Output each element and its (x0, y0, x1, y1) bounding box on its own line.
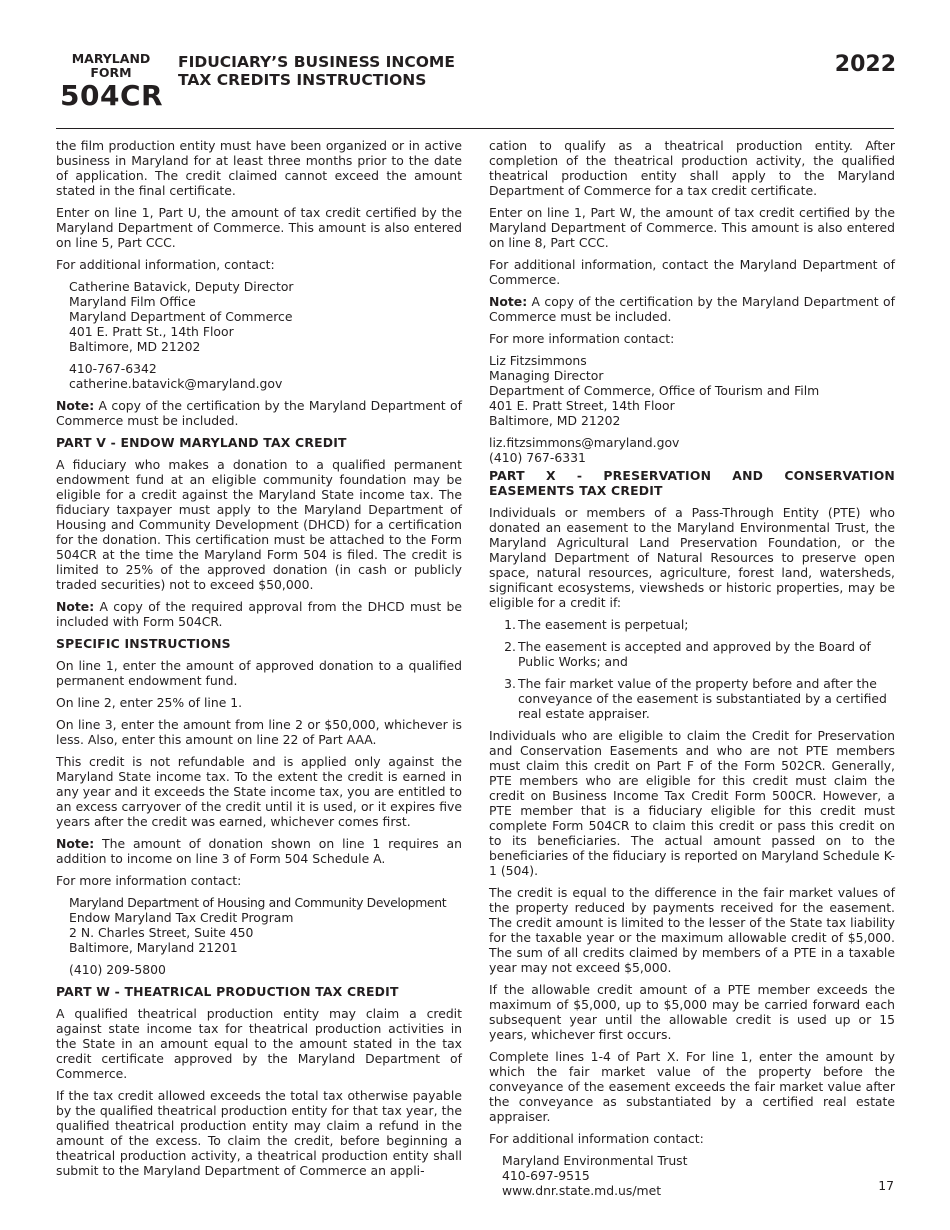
note-text: The amount of donation shown on line 1 requires an addition to income on line 3 of Form 504 Schedule A. (56, 836, 462, 866)
address-line: Maryland Environmental Trust (502, 1153, 688, 1168)
contact-phone-email (69, 361, 462, 391)
left-column (56, 138, 462, 1185)
paragraph: On line 3, enter the amount from line 2 or $50,000, whichever is less. Also, enter this amount on line 22 of Part AAA. (56, 717, 462, 747)
address-line: Baltimore, Maryland 21201 (69, 940, 238, 955)
paragraph: For additional information contact: (489, 1131, 704, 1146)
address-line: Maryland Department of Housing and Community Development (69, 895, 447, 910)
paragraph: If the allowable credit amount of a PTE member exceeds the maximum of $5,000, up to $5,000 may be carried forward each subsequent year until the allowable credit is used up or 15 years, whichever first occurs. (489, 982, 895, 1042)
note (489, 294, 895, 324)
note-label: Note: (56, 836, 95, 851)
paragraph: Individuals or members of a Pass-Through Entity (PTE) who donated an easement to the Maryland Environmental Trust, the Maryland Agricultural Land Preservation Foundation, or the Maryland Department of Natural Resources to preserve open space, natural resources, agriculture, forest land, watersheds, significant ecosystems, viewsheds or historic properties, may be eligible for a credit if: (489, 505, 895, 610)
note (56, 599, 462, 629)
right-column (489, 138, 895, 1205)
page-title (178, 53, 455, 89)
address-line: Baltimore, MD 21202 (489, 413, 621, 428)
form-state: MARYLAND (71, 51, 151, 66)
section-heading-specific-instructions: SPECIFIC INSTRUCTIONS (56, 636, 231, 651)
address-line: Department of Commerce, Office of Tourism and Film (489, 383, 820, 398)
list-number: 1. (504, 617, 516, 632)
note-text: A copy of the certification by the Maryland Department of Commerce must be included. (56, 398, 462, 428)
paragraph: cation to qualify as a theatrical production entity. After completion of the theatrical production activity, the qualified theatrical production entity shall apply to the Maryland Department of Commerce for a tax credit certificate. (489, 138, 895, 198)
paragraph: the film production entity must have been organized or in active business in Maryland for at least three months prior to the date of application. The credit claimed cannot exceed the amount stated in the final certificate. (56, 138, 462, 198)
note-label: Note: (56, 599, 95, 614)
list-number: 2. (504, 639, 516, 654)
paragraph: For more information contact: (489, 331, 675, 346)
note (56, 836, 462, 866)
list-number: 3. (504, 676, 516, 691)
page-header (56, 50, 896, 130)
address-line: Endow Maryland Tax Credit Program (69, 910, 294, 925)
address-line: Baltimore, MD 21202 (69, 339, 201, 354)
note-label: Note: (489, 294, 528, 309)
address-line: 401 E. Pratt Street, 14th Floor (489, 398, 675, 413)
contact-block-environmental-trust (502, 1153, 895, 1198)
list-item (489, 676, 895, 721)
contact-block-tourism (489, 353, 895, 428)
header-divider (56, 128, 894, 129)
paragraph: Enter on line 1, Part U, the amount of tax credit certified by the Maryland Department of Commerce. This amount is also entered on line 5, Part CCC. (56, 205, 462, 250)
address-line: Catherine Batavick, Deputy Director (69, 279, 294, 294)
paragraph: A fiduciary who makes a donation to a qualified permanent endowment fund at an eligible community foundation may be eligible for a credit against the Maryland State income tax. The fiduciary taxpayer must apply to the Maryland Department of Housing and Community Development (DHCD) for a certification for the donation. This certification must be attached to the Form 504CR at the time the Maryland Form 504 is filed. The credit is limited to 25% of the approved donation (in cash or publicly traded securities) not to exceed $50,000. (56, 457, 462, 592)
website-url: www.dnr.state.md.us/met (502, 1183, 662, 1198)
paragraph: For additional information, contact: (56, 257, 275, 272)
title-line-2: TAX CREDITS INSTRUCTIONS (178, 71, 427, 89)
paragraph: Complete lines 1-4 of Part X. For line 1, enter the amount by which the fair market value of the property before the conveyance of the easement exceeds the fair market value after the conveyance as substantiated by a certified real estate appraiser. (489, 1049, 895, 1124)
eligibility-list (489, 617, 895, 721)
paragraph: If the tax credit allowed exceeds the total tax otherwise payable by the qualified theatrical production entity for that tax year, the qualified theatrical production entity may claim a refund in the amount of the excess. To claim the credit, before beginning a theatrical production activity, a theatrical production entity shall submit to the Maryland Department of Commerce an appli- (56, 1088, 462, 1178)
title-line-1: FIDUCIARY’S BUSINESS INCOME (178, 53, 455, 71)
note-text: A copy of the required approval from the DHCD must be included with Form 504CR. (56, 599, 462, 629)
contact-block-film-office (69, 279, 462, 354)
section-heading-part-v: PART V - ENDOW MARYLAND TAX CREDIT (56, 435, 347, 450)
form-identifier (60, 52, 162, 112)
list-text: The fair market value of the property before and after the conveyance of the easement is substantiated by a certified real estate appraiser. (518, 676, 887, 721)
list-item (489, 617, 895, 632)
paragraph: This credit is not refundable and is applied only against the Maryland State income tax. To the extent the credit is earned in any year and it exceeds the State income tax, you are entitled to an excess carryover of the credit until it is used, or it expires five years after the credit was earned, whichever comes first. (56, 754, 462, 829)
phone-number: (410) 209-5800 (69, 962, 166, 977)
contact-phone (69, 962, 462, 977)
address-line: Maryland Film Office (69, 294, 196, 309)
address-line: 2 N. Charles Street, Suite 450 (69, 925, 254, 940)
paragraph: For more information contact: (56, 873, 242, 888)
paragraph: A qualified theatrical production entity may claim a credit against state income tax for theatrical production activities in the State in an amount equal to the amount stated in the tax credit certificate approved by the Maryland Department of Commerce. (56, 1006, 462, 1081)
phone-number: 410-697-9515 (502, 1168, 590, 1183)
address-line: Maryland Department of Commerce (69, 309, 293, 324)
paragraph: On line 1, enter the amount of approved donation to a qualified permanent endowment fund. (56, 658, 462, 688)
email-address: liz.fitzsimmons@maryland.gov (489, 435, 680, 450)
address-line: 401 E. Pratt St., 14th Floor (69, 324, 234, 339)
list-text: The easement is perpetual; (518, 617, 689, 632)
section-heading-part-x: PART X - PRESERVATION AND CONSERVATION EASEMENTS TAX CREDIT (489, 468, 895, 498)
address-line: Liz Fitzsimmons (489, 353, 587, 368)
contact-email-phone (489, 435, 895, 465)
phone-number: (410) 767-6331 (489, 450, 586, 465)
paragraph: The credit is equal to the difference in the fair market values of the property reduced by payments received for the easement. The credit amount is limited to the lesser of the State tax liability for the taxable year or the maximum allowable credit of $5,000. The sum of all credits claimed by members of a PTE in a taxable year may not exceed $5,000. (489, 885, 895, 975)
paragraph: On line 2, enter 25% of line 1. (56, 695, 243, 710)
contact-block-dhcd (69, 895, 462, 955)
note-text: A copy of the certification by the Maryland Department of Commerce must be included. (489, 294, 895, 324)
phone-number: 410-767-6342 (69, 361, 157, 376)
page-number: 17 (878, 1178, 894, 1193)
address-line: Managing Director (489, 368, 604, 383)
note (56, 398, 462, 428)
list-text: The easement is accepted and approved by the Board of Public Works; and (518, 639, 871, 669)
paragraph: Enter on line 1, Part W, the amount of tax credit certified by the Maryland Department of Commerce. This amount is also entered on line 8, Part CCC. (489, 205, 895, 250)
form-number: 504CR (60, 79, 164, 112)
tax-year: 2022 (834, 52, 896, 77)
note-label: Note: (56, 398, 95, 413)
paragraph: Individuals who are eligible to claim the Credit for Preservation and Conservation Easements and who are not PTE members must claim this credit on Part F of the Form 502CR. Generally, PTE members who are eligible for this credit must claim the credit on Business Income Tax Credit Form 500CR. However, a PTE member that is a fiduciary eligible for this credit must complete Form 504CR to claim this credit or pass this credit on to its beneficiaries. The actual amount passed on to the beneficiaries of the fiduciary is reported on Maryland Schedule K-1 (504). (489, 728, 895, 878)
list-item (489, 639, 895, 669)
section-heading-part-w: PART W - THEATRICAL PRODUCTION TAX CREDIT (56, 984, 399, 999)
email-address: catherine.batavick@maryland.gov (69, 376, 283, 391)
paragraph: For additional information, contact the Maryland Department of Commerce. (489, 257, 895, 287)
form-word: FORM (90, 65, 132, 80)
